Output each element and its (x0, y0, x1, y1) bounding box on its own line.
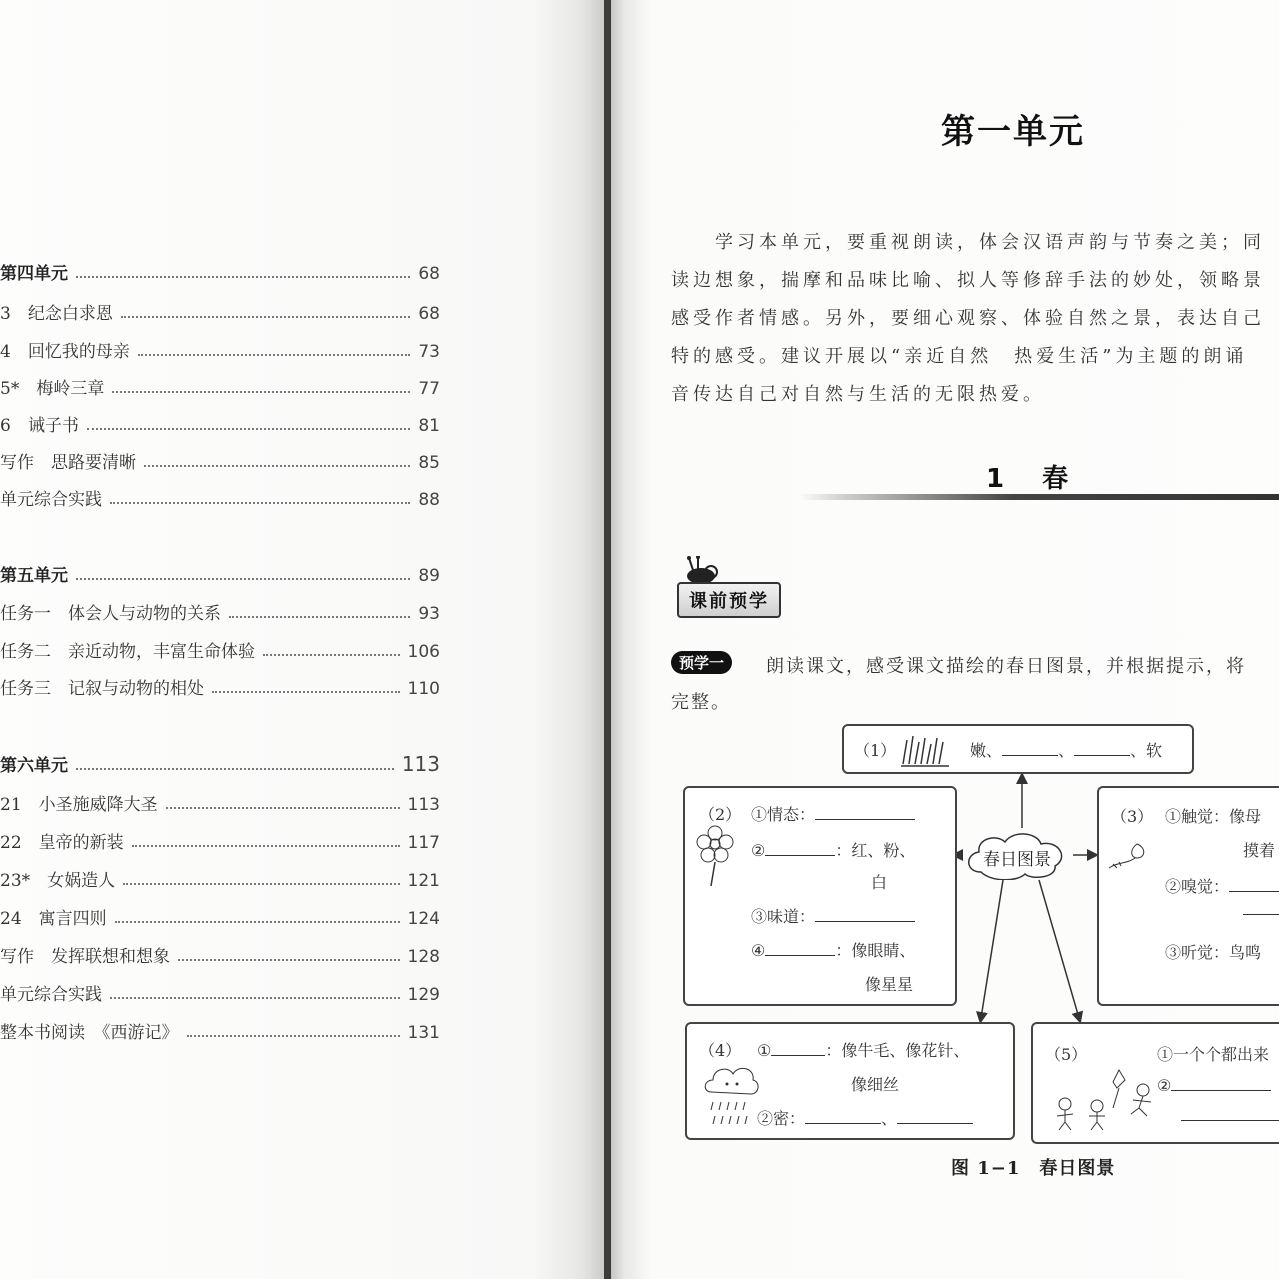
toc-entry (0, 979, 440, 1005)
toc-label: 第五单元 (0, 566, 68, 586)
box-text: 像细丝 (851, 1075, 900, 1094)
dot-leader (132, 845, 400, 847)
toc-entry (0, 789, 440, 815)
toc-page-number: 131 (407, 1023, 440, 1043)
people-icon (1047, 1064, 1157, 1130)
dot-leader (121, 316, 411, 318)
box-text: 摸着 (1243, 841, 1276, 860)
toc-entry (0, 673, 440, 699)
toc-label: 第六单元 (0, 756, 68, 776)
lesson-page (611, 0, 1279, 1279)
toc-page-number: 68 (418, 304, 440, 324)
toc-entry (0, 827, 440, 853)
toc-label: 23* 女娲造人 (0, 871, 116, 891)
toc-entry (0, 598, 440, 624)
toc-entry (0, 410, 440, 436)
diagram-box-rain (685, 1022, 1015, 1140)
box-text: ②嗅觉： (1165, 877, 1230, 896)
figure-caption: 图 1−1 春日图景 (951, 1158, 1116, 1179)
toc-page-number: 89 (418, 566, 440, 586)
toc-page-number: 121 (407, 871, 440, 891)
toc-entry (0, 336, 440, 362)
lesson-title: 1 春 (986, 464, 1075, 494)
answer-blank (1171, 1090, 1271, 1091)
toc-label: 5* 梅岭三章 (0, 379, 105, 399)
snail-icon (681, 556, 721, 584)
dot-leader (110, 997, 400, 999)
toc-label: 单元综合实践 (0, 985, 102, 1005)
box-text: ③听觉：鸟鸣 (1165, 943, 1262, 962)
preview-section-label: 课前预学 (677, 582, 781, 618)
diagram-box-grass (842, 724, 1194, 774)
toc-label: 任务三 记叙与动物的相处 (0, 679, 204, 699)
box-text: 、 (881, 1109, 898, 1128)
answer-blank (897, 1123, 973, 1124)
dot-leader (138, 354, 411, 356)
answer-blank (1074, 755, 1130, 756)
box-text: ①触觉：像母 (1165, 807, 1262, 826)
toc-entry (0, 865, 440, 891)
task-badge: 预学一 (671, 651, 732, 674)
box-text: ：像牛毛、像花针、 (825, 1041, 970, 1060)
dot-leader (87, 428, 411, 430)
dot-leader (212, 691, 400, 693)
dot-leader (115, 921, 400, 923)
answer-blank (815, 921, 915, 922)
box-text: ③味道： (751, 907, 816, 926)
answer-blank (1002, 755, 1058, 756)
dot-leader (187, 1035, 400, 1037)
box-text: 、 (1130, 741, 1147, 760)
dot-leader (112, 391, 410, 393)
box-text: ①一个个都出来 (1157, 1045, 1270, 1064)
toc-label: 6 诫子书 (0, 416, 79, 436)
dot-leader (166, 807, 400, 809)
box-text: 、 (1058, 741, 1075, 760)
toc-label: 4 回忆我的母亲 (0, 342, 130, 362)
toc-entry (0, 373, 440, 399)
toc-page-number: 73 (418, 342, 440, 362)
box-text: ② (751, 841, 766, 860)
toc-page (0, 0, 606, 1279)
intro-line: 音传达自己对自然与生活的无限热爱。 (671, 384, 1045, 405)
toc-page-number: 113 (407, 795, 440, 815)
box-number: （2） (699, 805, 742, 824)
toc-unit-heading (0, 560, 440, 586)
answer-blank (765, 855, 835, 856)
toc-entry (0, 941, 440, 967)
diagram-box-flowers (683, 786, 957, 1006)
toc-entry (0, 636, 440, 662)
answer-blank (1229, 891, 1279, 892)
toc-page-number: 129 (407, 985, 440, 1005)
box-text: ②密： (757, 1109, 806, 1128)
toc-label: 24 寓言四则 (0, 909, 107, 929)
title-underline (796, 494, 1279, 500)
toc-label: 第四单元 (0, 264, 68, 284)
box-text: 嫩、 (970, 741, 1003, 760)
box-number: （1） (854, 741, 897, 760)
box-text: ④ (751, 941, 766, 960)
toc-page-number: 81 (418, 416, 440, 436)
dot-leader (76, 578, 410, 580)
toc-label: 22 皇帝的新装 (0, 833, 124, 853)
box-text: ①情态： (751, 805, 816, 824)
answer-blank (771, 1055, 825, 1056)
toc-entry (0, 447, 440, 473)
toc-label: 单元综合实践 (0, 490, 102, 510)
task-instruction-cont: 完整。 (671, 692, 731, 713)
dot-leader (76, 276, 410, 278)
box-text: ：像眼睛、 (835, 941, 916, 960)
toc-label: 写作 思路要清晰 (0, 453, 136, 473)
toc-label: 整本书阅读 《西游记》 (0, 1023, 179, 1043)
box-text: ：红、粉、 (835, 841, 916, 860)
toc-page-number: 124 (407, 909, 440, 929)
answer-blank (805, 1123, 881, 1124)
dot-leader (263, 654, 400, 656)
center-label: 春日图景 (983, 850, 1051, 870)
kite-icon (1107, 838, 1149, 872)
answer-blank (1243, 914, 1279, 915)
box-number: （4） (699, 1041, 742, 1060)
box-number: （5） (1045, 1045, 1088, 1064)
toc-page-number: 117 (407, 833, 440, 853)
box-text: 像星星 (865, 975, 914, 994)
box-text: 白 (871, 873, 888, 892)
intro-line: 读边想象，揣摩和品味比喻、拟人等修辞手法的妙处，领略景 (671, 270, 1265, 291)
toc-label: 任务二 亲近动物，丰富生命体验 (0, 642, 255, 662)
toc-entry (0, 903, 440, 929)
toc-page-number: 85 (418, 453, 440, 473)
intro-line: 特的感受。建议开展以“亲近自然 热爱生活”为主题的朗诵 (671, 346, 1248, 367)
flower-icon (693, 824, 737, 888)
toc-entry (0, 298, 440, 324)
toc-unit-heading (0, 258, 440, 284)
toc-label: 任务一 体会人与动物的关系 (0, 604, 221, 624)
answer-blank (1181, 1120, 1279, 1121)
box-text: 软 (1146, 741, 1163, 760)
toc-page-number: 93 (418, 604, 440, 624)
task-instruction: 朗读课文，感受课文描绘的春日图景，并根据提示，将 (766, 656, 1246, 677)
dot-leader (144, 465, 410, 467)
toc-page-number: 128 (407, 947, 440, 967)
toc-entry (0, 1017, 440, 1043)
dot-leader (229, 616, 410, 618)
grass-icon (899, 730, 951, 768)
toc-page-number: 110 (407, 679, 440, 699)
toc-label: 写作 发挥联想和想象 (0, 947, 170, 967)
toc-label: 21 小圣施威降大圣 (0, 795, 158, 815)
toc-page-number: 68 (418, 264, 440, 284)
rain-cloud-icon (703, 1062, 761, 1132)
toc-entry (0, 484, 440, 510)
diagram-box-wind (1097, 786, 1279, 1006)
dot-leader (178, 959, 400, 961)
toc-page-number: 77 (418, 379, 440, 399)
box-text: ② (1157, 1076, 1172, 1095)
toc-label: 3 纪念白求恩 (0, 304, 113, 324)
toc-page-number: 88 (418, 490, 440, 510)
diagram-box-people (1031, 1022, 1279, 1144)
toc-page-number: 113 (401, 752, 440, 776)
answer-blank (815, 819, 915, 820)
dot-leader (123, 883, 399, 885)
dot-leader (110, 502, 410, 504)
toc-unit-heading (0, 750, 440, 776)
intro-line: 学习本单元，要重视朗读，体会汉语声韵与节奏之美；同 (671, 232, 1265, 253)
toc-page-number: 106 (407, 642, 440, 662)
intro-line: 感受作者情感。另外，要细心观察、体验自然之景，表达自己 (671, 308, 1265, 329)
box-number: （3） (1111, 807, 1154, 826)
box-text: ① (757, 1041, 772, 1060)
dot-leader (76, 768, 394, 770)
answer-blank (765, 955, 835, 956)
unit-title: 第一单元 (941, 112, 1085, 152)
